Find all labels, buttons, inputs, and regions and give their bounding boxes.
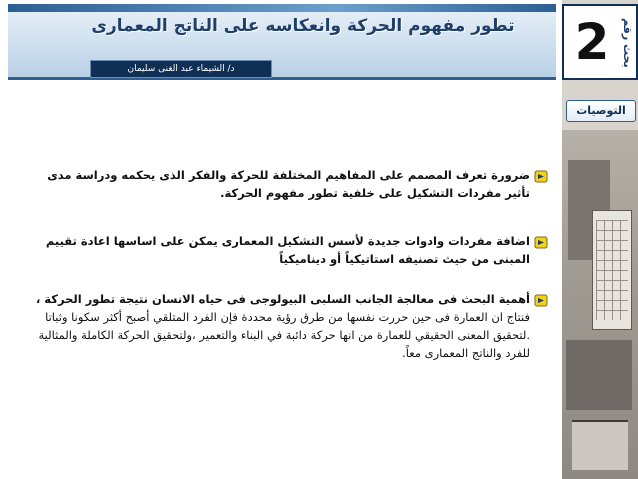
section-number: 2 bbox=[574, 13, 610, 71]
recommendation-2: اضافة مفردات وادوات جديدة لأسس التشكيل المعمارى يمكن على اساسها اعادة تقييم المبنى من حيث تصنيفه استاتيكياً أو ديناميكياً bbox=[45, 234, 530, 266]
recommendation-3-lead: أهمية البحث فى معالجة الجانب السلبى البيولوجى فى حياه الانسان نتيجة تطور الحركة ، bbox=[35, 292, 530, 306]
building-block bbox=[566, 340, 632, 410]
recommendation-3-body: فنتاج ان العمارة فى حين حررت نفسها من طرق رؤية محددة فإن الفرد المتلقي أصبح أكثر سكونا وثباتا .لتحقيق المعنى الحقيقي للعمارة من انها حركة دائبة في البناء والتعمير ،ولتحقيق الحركة الكاملة والمثالية للفرد والناتج المعمارى معاً. bbox=[38, 310, 530, 360]
recommendation-3 bbox=[14, 290, 530, 362]
author-label: د/ الشيماء عبد الغنى سليمان bbox=[90, 60, 272, 78]
building-photo bbox=[562, 130, 638, 479]
page-title: تطور مفهوم الحركة وانعكاسه على الناتج المعمارى bbox=[91, 16, 515, 36]
section-label: بحث رقم bbox=[621, 18, 634, 68]
recommendation-1: ضرورة تعرف المصمم على المفاهيم المختلفة للحركة والفكر الذى يحكمه ودراسة مدى تأثير مفردات التشكيل على خلفية تطور مفهوم الحركة. bbox=[47, 168, 530, 200]
bullet-arrow-icon bbox=[534, 168, 550, 184]
tab-recommendations[interactable]: التوصيات bbox=[566, 100, 636, 122]
building-block bbox=[572, 420, 628, 470]
bullet-arrow-icon bbox=[534, 234, 550, 250]
bullet-arrow-icon bbox=[534, 292, 550, 308]
header-band bbox=[8, 4, 556, 80]
section-badge bbox=[562, 4, 638, 80]
building-windows bbox=[596, 220, 628, 320]
